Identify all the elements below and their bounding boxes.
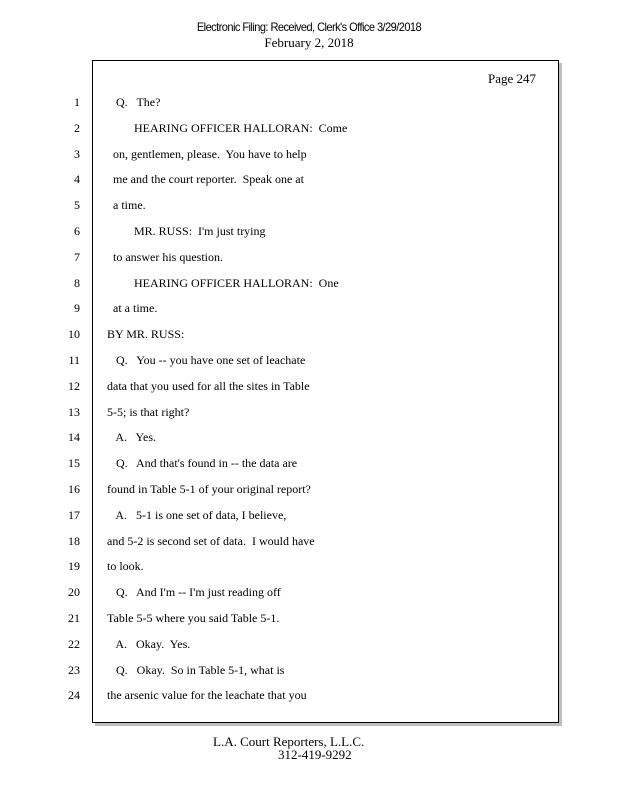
line-number: 22 bbox=[68, 637, 80, 651]
transcript-line: at a time. bbox=[107, 301, 158, 315]
transcript-date: February 2, 2018 bbox=[264, 35, 354, 50]
line-number: 6 bbox=[74, 224, 80, 238]
line-number: 16 bbox=[68, 482, 80, 496]
line-number: 12 bbox=[68, 379, 80, 393]
transcript-line: A. 5-1 is one set of data, I believe, bbox=[107, 508, 287, 522]
transcript-line: 5-5; is that right? bbox=[107, 405, 190, 419]
line-number: 9 bbox=[74, 301, 80, 315]
line-number: 2 bbox=[74, 121, 80, 135]
transcript-line: MR. RUSS: I'm just trying bbox=[107, 224, 266, 238]
transcript-line: Q. The? bbox=[107, 95, 161, 109]
transcript-line: on, gentlemen, please. You have to help bbox=[107, 147, 307, 161]
line-number: 7 bbox=[74, 250, 80, 264]
line-number: 23 bbox=[68, 663, 80, 677]
transcript-line: the arsenic value for the leachate that you bbox=[107, 688, 307, 702]
transcript-line: found in Table 5-1 of your original report? bbox=[107, 482, 311, 496]
line-number: 13 bbox=[68, 405, 80, 419]
transcript-line: a time. bbox=[107, 198, 146, 212]
line-number: 11 bbox=[68, 353, 80, 367]
line-number: 19 bbox=[68, 559, 80, 573]
line-number: 17 bbox=[68, 508, 80, 522]
line-number: 15 bbox=[68, 456, 80, 470]
transcript-line: A. Yes. bbox=[107, 430, 157, 444]
line-number: 21 bbox=[68, 611, 80, 625]
transcript-line: HEARING OFFICER HALLORAN: One bbox=[107, 276, 339, 290]
line-number: 3 bbox=[74, 147, 80, 161]
line-number: 10 bbox=[68, 327, 80, 341]
line-number: 8 bbox=[74, 276, 80, 290]
line-number: 5 bbox=[74, 198, 80, 212]
line-number: 14 bbox=[68, 430, 80, 444]
line-number: 24 bbox=[68, 688, 80, 702]
transcript-line: me and the court reporter. Speak one at bbox=[107, 172, 304, 186]
transcript-line: BY MR. RUSS: bbox=[107, 327, 185, 341]
transcript-line: Q. And that's found in -- the data are bbox=[107, 456, 298, 470]
line-number: 18 bbox=[68, 534, 80, 548]
line-number: 20 bbox=[68, 585, 80, 599]
reporter-company: L.A. Court Reporters, L.L.C. bbox=[213, 734, 365, 749]
transcript-line: Q. And I'm -- I'm just reading off bbox=[107, 585, 281, 599]
page-header bbox=[0, 20, 618, 50]
line-number: 1 bbox=[74, 95, 80, 109]
transcript-line: HEARING OFFICER HALLORAN: Come bbox=[107, 121, 348, 135]
transcript-line: Table 5-5 where you said Table 5-1. bbox=[107, 611, 280, 625]
transcript-line: to look. bbox=[107, 559, 144, 573]
filing-stamp: Electronic Filing: Received, Clerk's Office 3/29/2018 bbox=[196, 20, 422, 34]
transcript-line: data that you used for all the sites in Table bbox=[107, 379, 310, 393]
page-number: Page 247 bbox=[487, 71, 536, 86]
transcript-line: to answer his question. bbox=[107, 250, 223, 264]
transcript-line: Q. Okay. So in Table 5-1, what is bbox=[107, 663, 285, 677]
reporter-phone: 312-419-9292 bbox=[278, 747, 352, 762]
transcript-line: Q. You -- you have one set of leachate bbox=[107, 353, 306, 367]
line-number: 4 bbox=[74, 172, 80, 186]
transcript-line: and 5-2 is second set of data. I would have bbox=[107, 534, 315, 548]
transcript-line: A. Okay. Yes. bbox=[107, 637, 191, 651]
